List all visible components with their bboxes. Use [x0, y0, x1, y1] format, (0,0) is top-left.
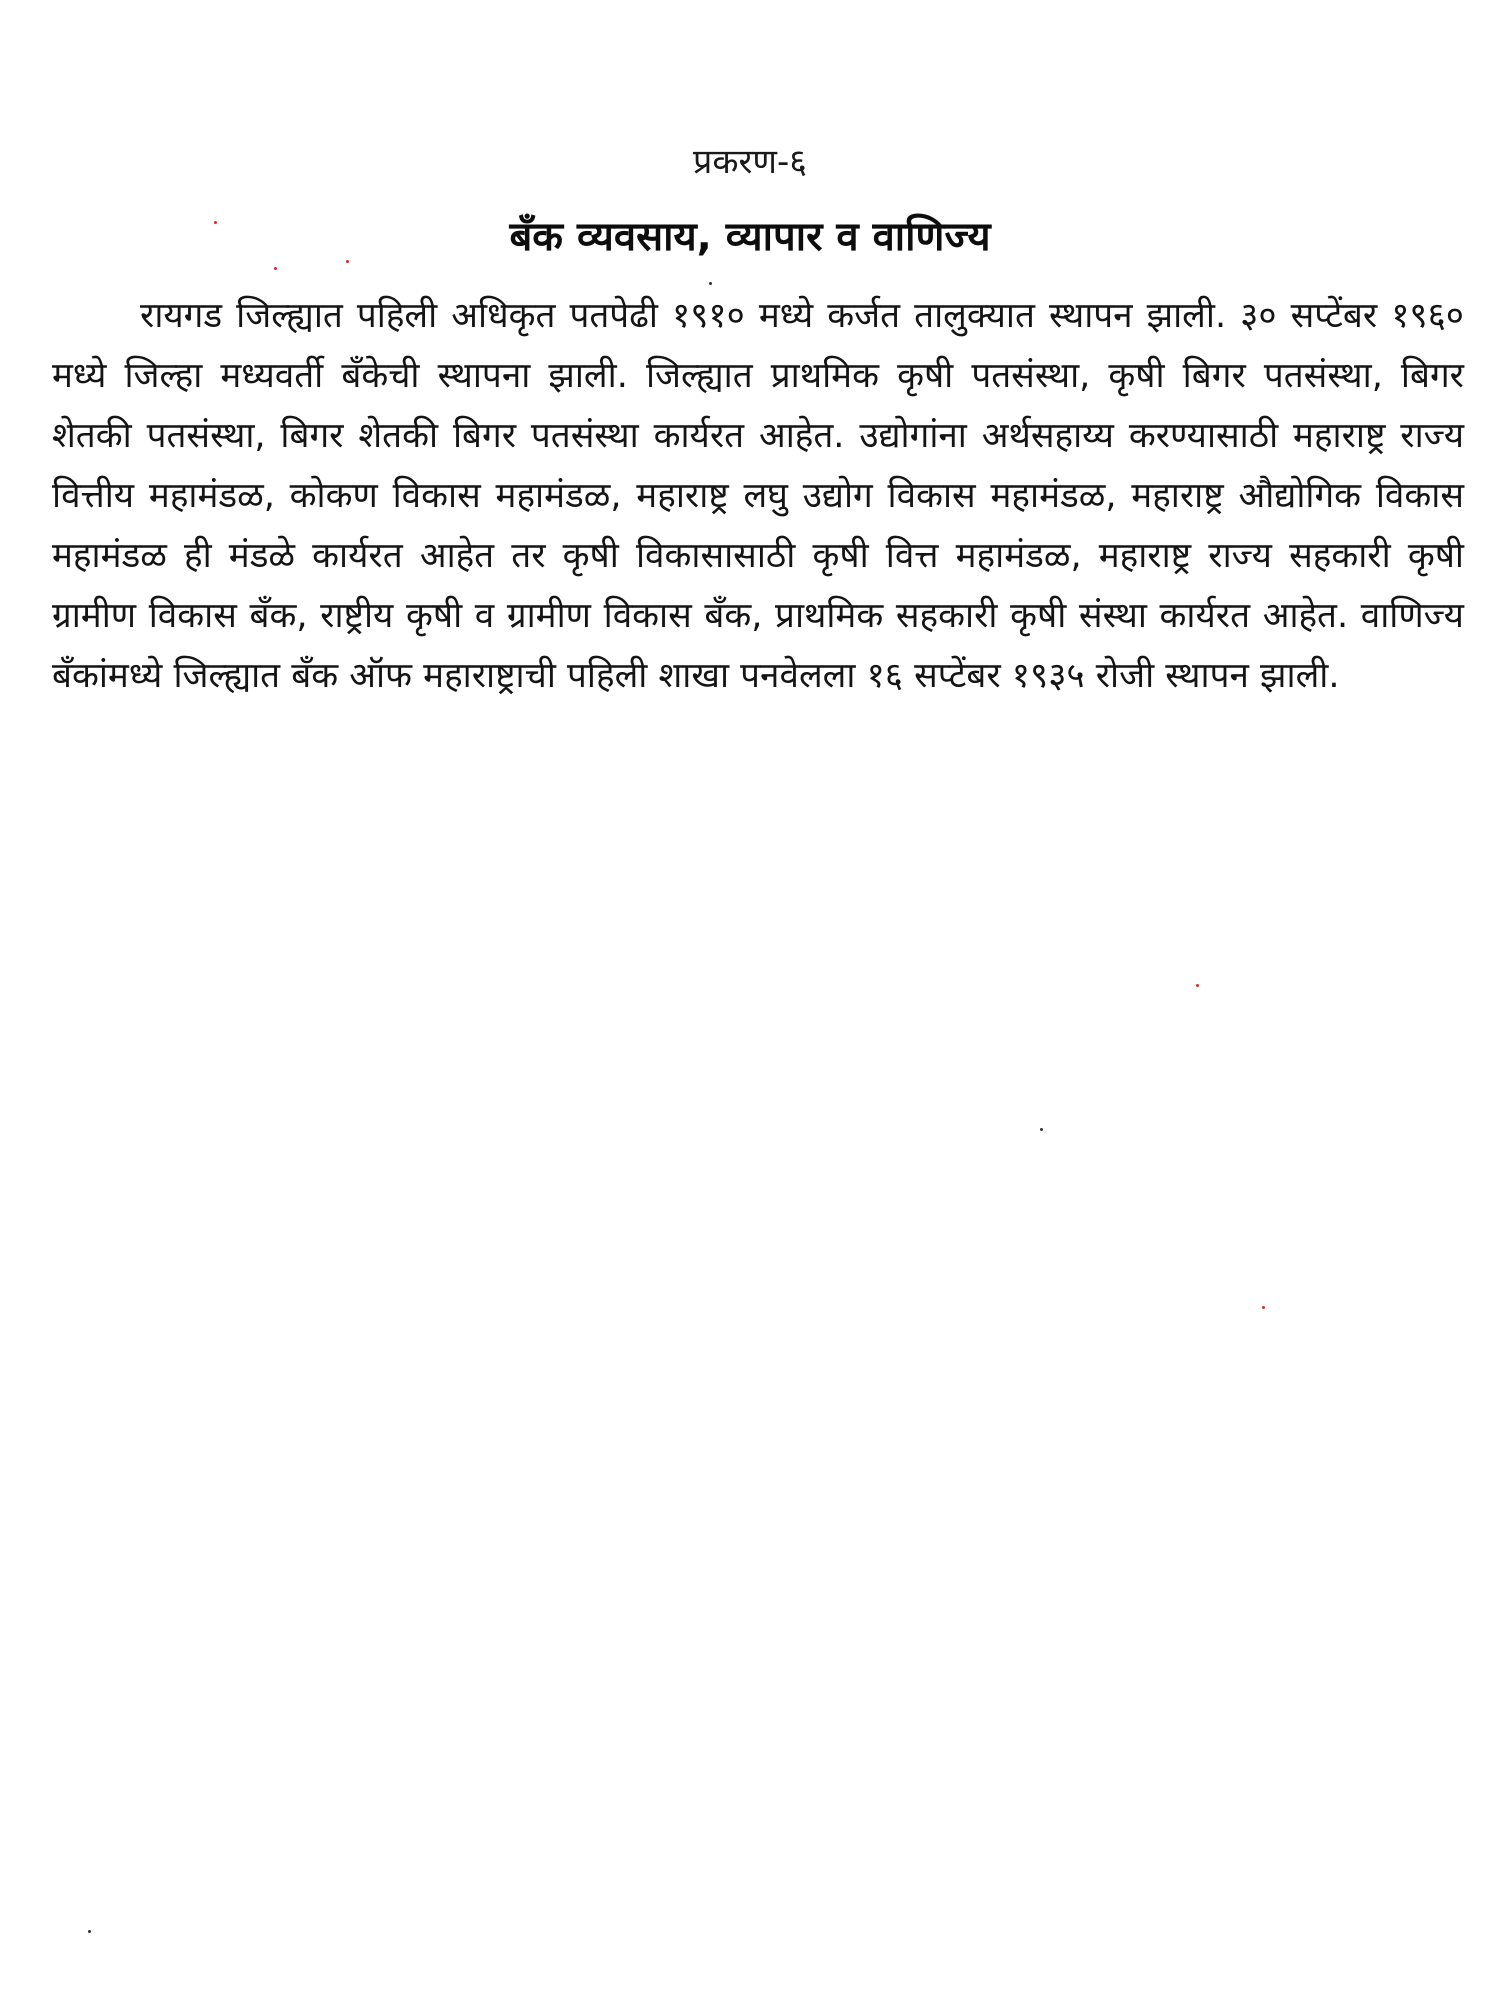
chapter-title: बँक व्यवसाय, व्यापार व वाणिज्य — [509, 214, 991, 260]
scan-speck — [346, 260, 349, 263]
scan-speck — [1040, 1128, 1043, 1131]
chapter-label: प्रकरण-६ — [693, 142, 807, 182]
scan-speck — [709, 282, 712, 285]
scan-speck — [274, 267, 277, 270]
scan-speck — [88, 1930, 91, 1933]
scan-speck — [1196, 984, 1199, 987]
body-paragraph: रायगड जिल्ह्यात पहिली अधिकृत पतपेढी १९१० मध्ये कर्जत तालुक्यात स्थापन झाली. ३० सप्टेंबर १९६० मध्ये जिल्हा मध्यवर्ती बँकेची स्थापना झाली. जिल्ह्यात प्राथमिक कृषी पतसंस्था, कृषी बिगर पतसंस्था, बिगर शेतकी पतसंस्था, बिगर शेतकी बिगर पतसंस्था कार्यरत आहेत. उद्योगांना अर्थसहाय्य करण्यासाठी महाराष्ट्र राज्य वित्तीय महामंडळ, कोकण विकास महामंडळ, महाराष्ट्र लघु उद्योग विकास महामंडळ, महाराष्ट्र औद्योगिक विकास महामंडळ ही मंडळे कार्यरत आहेत तर कृषी विकासासाठी कृषी वित्त महामंडळ, महाराष्ट्र राज्य सहकारी कृषी ग्रामीण विकास बँक, राष्ट्रीय कृषी व ग्रामीण विकास बँक, प्राथमिक सहकारी कृषी संस्था कार्यरत आहेत. वाणिज्य बँकांमध्ये जिल्ह्यात बँक ऑफ महाराष्ट्राची पहिली शाखा पनवेलला १६ सप्टेंबर १९३५ रोजी स्थापन झाली. — [52, 296, 1464, 696]
scan-speck — [214, 221, 217, 224]
scan-speck — [1262, 1306, 1265, 1309]
